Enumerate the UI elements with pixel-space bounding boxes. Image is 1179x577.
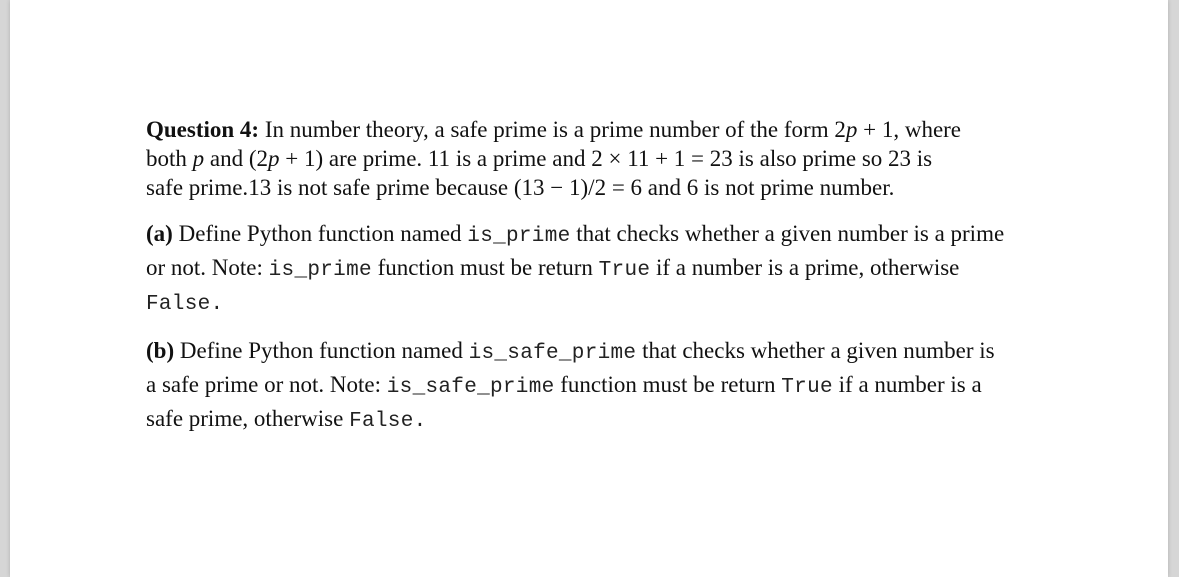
part-b-line-1 xyxy=(146,335,1036,369)
question-text: is a prime and xyxy=(450,146,592,171)
question-text: safe prime. xyxy=(146,175,249,200)
code-function-name: is_safe_prime xyxy=(386,376,555,399)
math-paren-close: + 1) xyxy=(279,146,324,171)
math-number: 13 xyxy=(248,175,272,200)
question-paragraph xyxy=(146,115,1036,202)
part-a-label: (a) xyxy=(146,221,173,246)
math-expression: 2 × 11 + 1 = 23 xyxy=(591,146,733,171)
part-a-line-1 xyxy=(146,218,1036,252)
part-a-line-2 xyxy=(146,252,1036,286)
math-paren-open: (2 xyxy=(248,146,269,171)
part-b-text: if a number is a xyxy=(832,372,982,397)
math-var-p: p xyxy=(268,146,280,171)
question-line-3 xyxy=(146,173,1036,202)
question-text: and 6 is not prime number. xyxy=(642,175,895,200)
question-line-2 xyxy=(146,144,1036,173)
question-text: is also prime so xyxy=(732,146,889,171)
part-b-text: safe prime, otherwise xyxy=(146,406,350,431)
math-plus-one: + 1 xyxy=(857,117,894,142)
part-b-line-2 xyxy=(146,369,1036,403)
math-2: 2 xyxy=(834,117,846,142)
math-expression: (13 − 1)/2 = 6 xyxy=(513,175,643,200)
question-text-end: , where xyxy=(893,117,962,142)
question-text: both xyxy=(146,146,193,171)
part-a-text: that checks whether a given number is a prime xyxy=(570,221,1005,246)
part-a-line-3 xyxy=(146,286,1036,320)
code-false-keyword: False. xyxy=(146,293,224,316)
part-a-text: if a number is a prime, otherwise xyxy=(650,255,960,280)
part-b-text: Define Python function named xyxy=(174,338,469,363)
question-line-1 xyxy=(146,115,1036,144)
code-true-keyword: True xyxy=(781,376,833,399)
part-a-text: function must be return xyxy=(371,255,599,280)
code-function-name: is_prime xyxy=(268,259,372,282)
code-true-keyword: True xyxy=(598,259,651,282)
document-page xyxy=(10,0,1168,577)
code-false-keyword: False. xyxy=(349,410,427,433)
math-number: 11 xyxy=(427,146,451,171)
part-a-text: Define Python function named xyxy=(172,221,468,246)
part-b-paragraph xyxy=(146,335,1036,437)
math-form xyxy=(834,117,893,142)
part-a-text: or not. Note: xyxy=(146,255,269,280)
part-b-text: that checks whether a given number is xyxy=(636,338,995,363)
question-text: In number theory, a safe prime is a prime number of the form xyxy=(259,117,835,142)
question-text: is not safe prime because xyxy=(271,175,514,200)
code-function-name: is_prime xyxy=(467,225,571,248)
part-b-line-3 xyxy=(146,403,1036,437)
part-b-text: a safe prime or not. Note: xyxy=(146,372,387,397)
question-content xyxy=(146,115,1036,452)
math-var-p: p xyxy=(845,117,858,142)
math-number: 23 xyxy=(888,146,912,171)
part-a-paragraph xyxy=(146,218,1036,320)
question-text: and xyxy=(204,146,249,171)
math-var-p: p xyxy=(192,146,205,171)
part-b-text: function must be return xyxy=(554,372,782,397)
question-label: Question 4: xyxy=(146,117,260,142)
question-text: are prime. xyxy=(323,146,428,171)
part-b-label: (b) xyxy=(146,338,175,363)
code-function-name: is_safe_prime xyxy=(468,342,637,365)
question-text: is xyxy=(911,146,933,171)
